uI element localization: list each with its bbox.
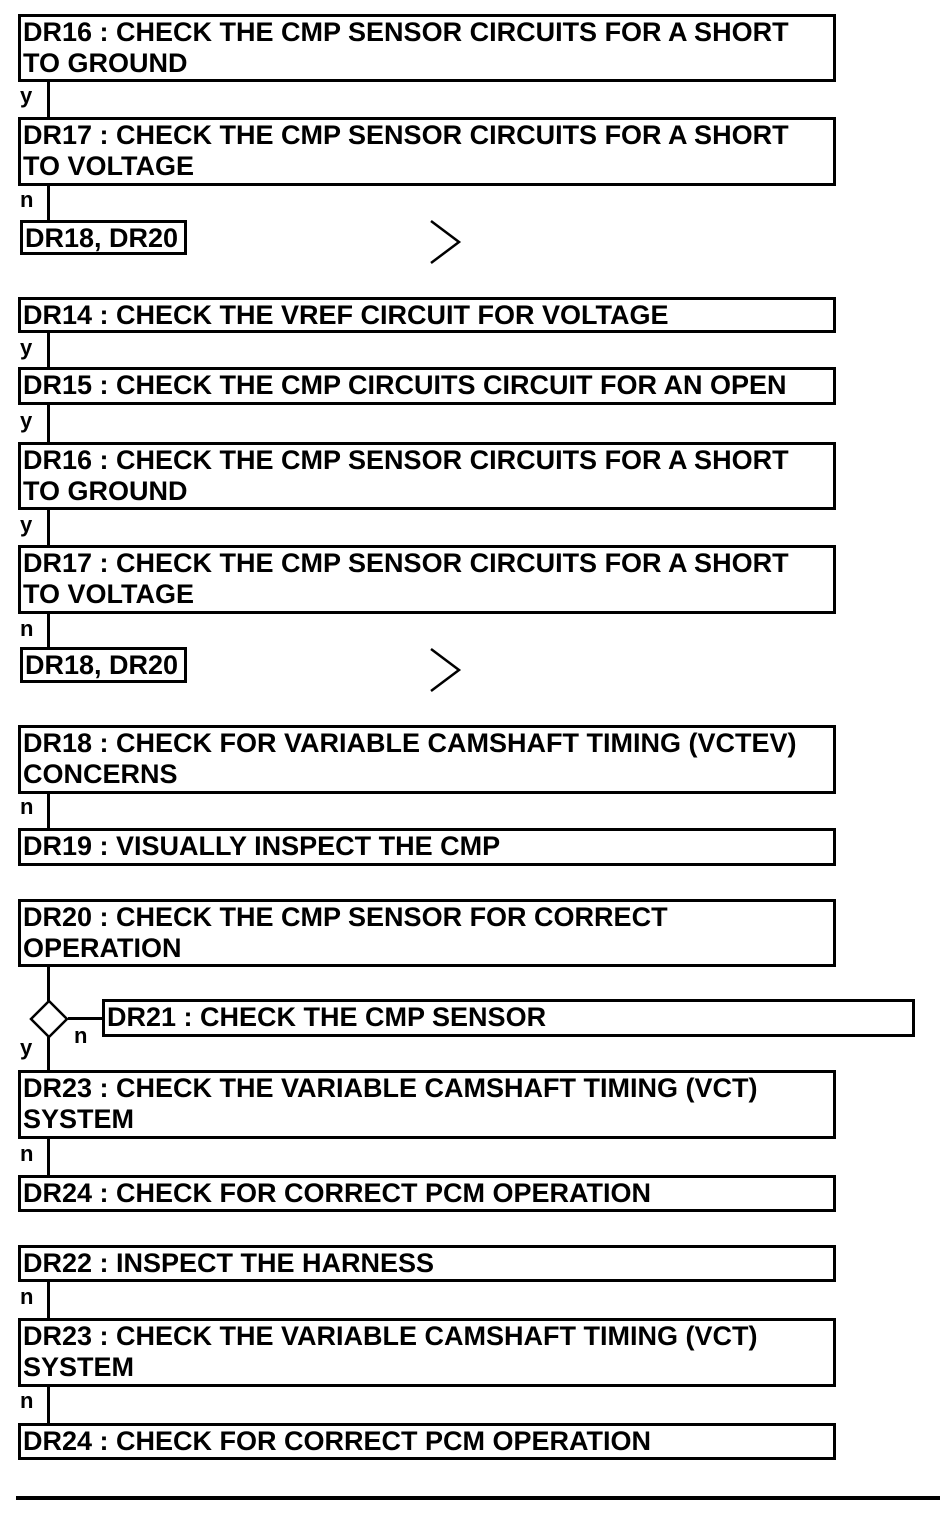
connector-label-no: n bbox=[20, 1141, 34, 1166]
connector-label-yes: y bbox=[20, 408, 33, 433]
connector-line bbox=[47, 614, 50, 648]
decision-label-yes: y bbox=[20, 1035, 33, 1060]
step-dr23-vct-system: DR23 : CHECK THE VARIABLE CAMSHAFT TIMING (VCT) SYSTEM bbox=[18, 1318, 836, 1387]
connector-line bbox=[47, 1282, 50, 1318]
connector-line bbox=[47, 186, 50, 220]
connector-line bbox=[47, 1387, 50, 1423]
connector-line bbox=[47, 1139, 50, 1175]
connector-line bbox=[47, 967, 50, 1001]
connector-label-yes: y bbox=[20, 335, 33, 360]
step-dr22-inspect-harness: DR22 : INSPECT THE HARNESS bbox=[18, 1245, 836, 1282]
connector-label-yes: y bbox=[20, 83, 33, 108]
decision-branch-line bbox=[68, 1017, 103, 1020]
connector-label-no: n bbox=[20, 616, 34, 641]
step-dr17-short-to-voltage: DR17 : CHECK THE CMP SENSOR CIRCUITS FOR A SHORT TO VOLTAGE bbox=[18, 545, 836, 614]
connector-label-yes: y bbox=[20, 512, 33, 537]
connector-line bbox=[47, 333, 50, 367]
step-dr20-cmp-operation: DR20 : CHECK THE CMP SENSOR FOR CORRECT OPERATION bbox=[18, 899, 836, 967]
connector-line bbox=[47, 510, 50, 545]
connector-label-no: n bbox=[20, 187, 34, 212]
step-dr21-cmp-sensor: DR21 : CHECK THE CMP SENSOR bbox=[102, 999, 915, 1037]
decision-diamond bbox=[30, 1000, 70, 1038]
connector-label-no: n bbox=[20, 1388, 34, 1413]
step-dr15-cmp-open: DR15 : CHECK THE CMP CIRCUITS CIRCUIT FOR AN OPEN bbox=[18, 367, 836, 405]
step-dr14-vref-circuit: DR14 : CHECK THE VREF CIRCUIT FOR VOLTAGE bbox=[18, 297, 836, 333]
step-dr24-pcm-operation: DR24 : CHECK FOR CORRECT PCM OPERATION bbox=[18, 1423, 836, 1460]
chevron-right-icon bbox=[425, 218, 465, 266]
reference-box-dr18-dr20: DR18, DR20 bbox=[20, 647, 187, 683]
step-dr16-short-to-ground: DR16 : CHECK THE CMP SENSOR CIRCUITS FOR A SHORT TO GROUND bbox=[18, 442, 836, 510]
step-dr16-short-to-ground: DR16 : CHECK THE CMP SENSOR CIRCUITS FOR A SHORT TO GROUND bbox=[18, 14, 836, 82]
step-dr23-vct-system: DR23 : CHECK THE VARIABLE CAMSHAFT TIMING (VCT) SYSTEM bbox=[18, 1070, 836, 1139]
decision-label-no: n bbox=[74, 1023, 88, 1048]
connector-line bbox=[47, 405, 50, 442]
step-dr19-visual-inspect: DR19 : VISUALLY INSPECT THE CMP bbox=[18, 828, 836, 866]
step-dr17-short-to-voltage: DR17 : CHECK THE CMP SENSOR CIRCUITS FOR A SHORT TO VOLTAGE bbox=[18, 117, 836, 186]
connector-line bbox=[47, 82, 50, 117]
connector-line bbox=[47, 794, 50, 828]
step-dr24-pcm-operation: DR24 : CHECK FOR CORRECT PCM OPERATION bbox=[18, 1175, 836, 1212]
chevron-right-icon bbox=[425, 646, 465, 694]
connector-line bbox=[47, 1037, 50, 1071]
connector-label-no: n bbox=[20, 1284, 34, 1309]
connector-label-no: n bbox=[20, 794, 34, 819]
step-dr18-vctev-concerns: DR18 : CHECK FOR VARIABLE CAMSHAFT TIMING (VCTEV) CONCERNS bbox=[18, 725, 836, 794]
bottom-divider bbox=[16, 1496, 940, 1500]
reference-box-dr18-dr20: DR18, DR20 bbox=[20, 220, 187, 255]
